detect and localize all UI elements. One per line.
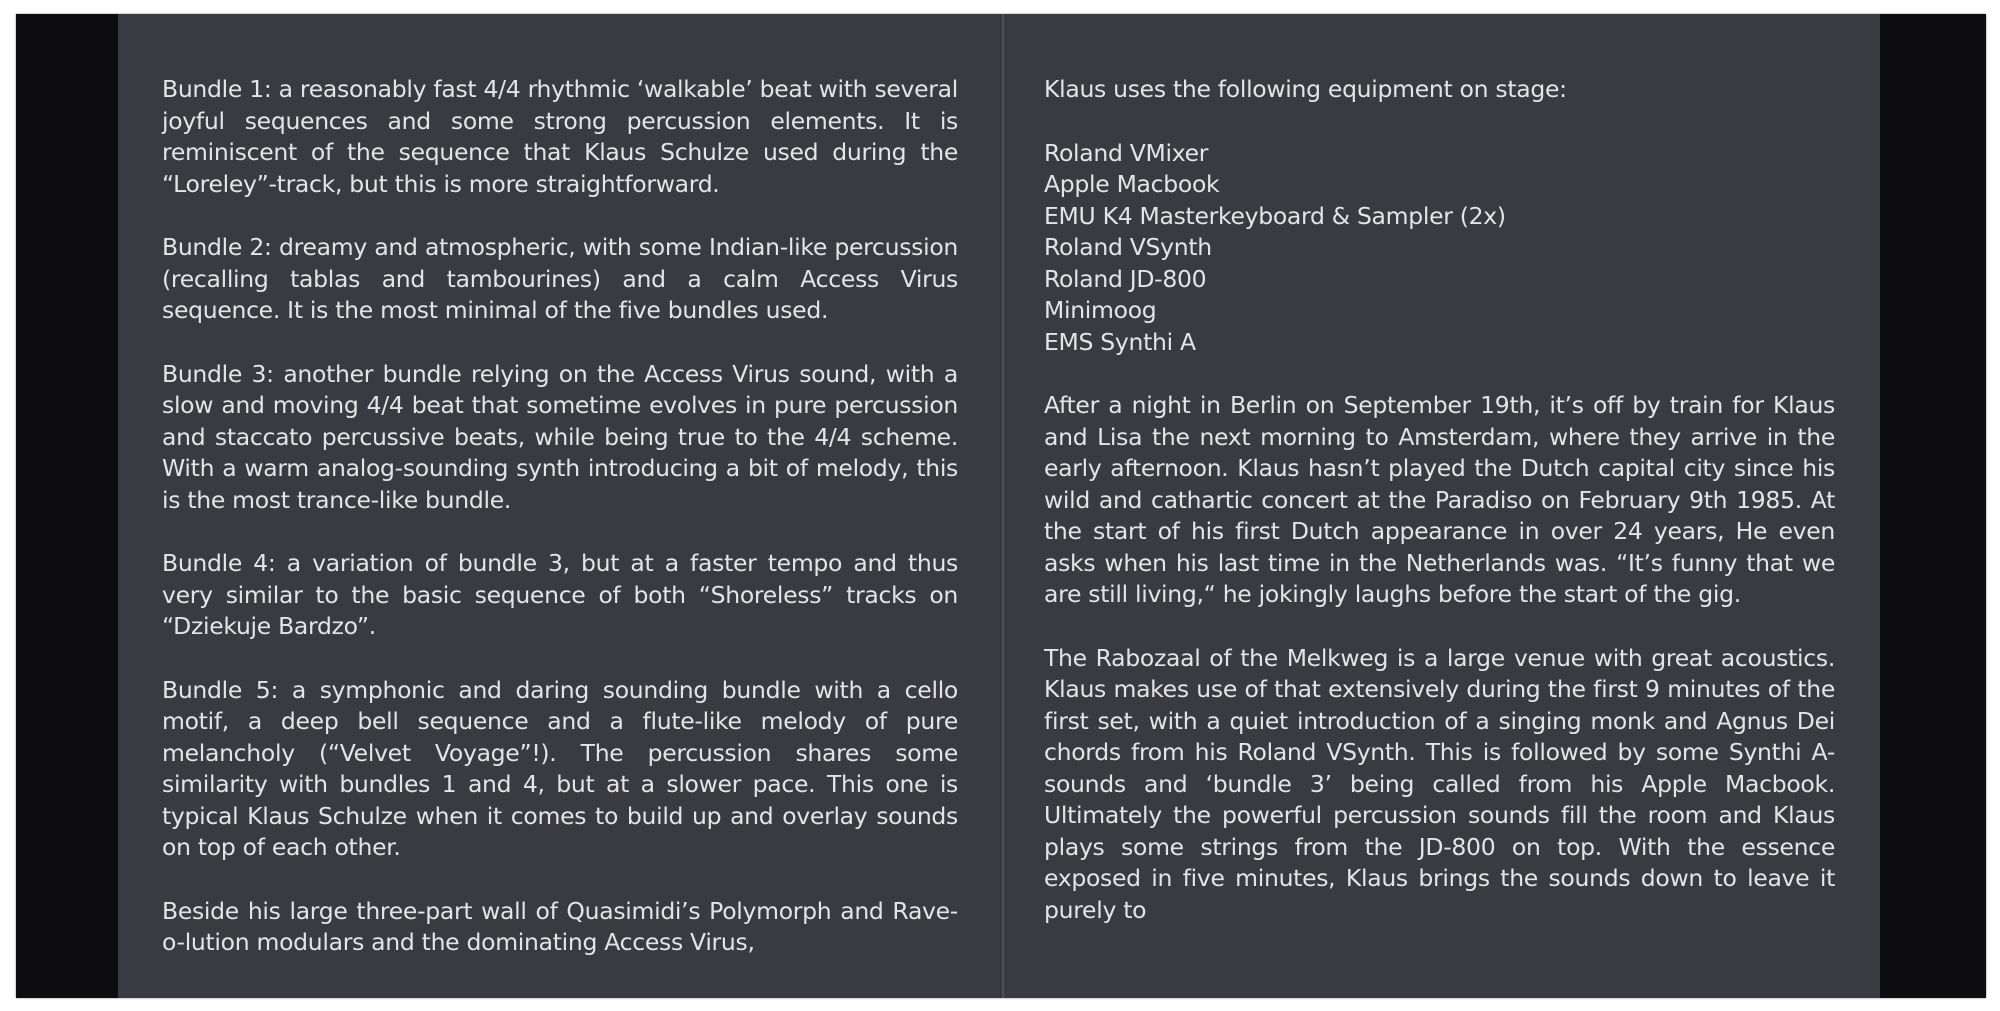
equipment-item: Apple Macbook bbox=[1044, 170, 1220, 198]
equipment-intro: Klaus uses the following equipment on stage: bbox=[1044, 75, 1567, 103]
equipment-list bbox=[1044, 138, 1835, 359]
bundle-2-paragraph: Bundle 2: dreamy and atmospheric, with some Indian-like percussion (recalling tablas and tambourines) and a calm Access Virus sequence. It is the most minimal of the five bundles used. bbox=[162, 233, 958, 324]
equipment-item: Minimoog bbox=[1044, 296, 1157, 324]
left-page bbox=[118, 14, 1002, 998]
bundle-4-paragraph: Bundle 4: a variation of bundle 3, but at a faster tempo and thus very similar to the basic sequence of both “Shoreless” tracks on “Dziekuje Bardzo”. bbox=[162, 549, 958, 640]
amsterdam-paragraph: After a night in Berlin on September 19th, it’s off by train for Klaus and Lisa the next morning to Amsterdam, where they arrive in the early afternoon. Klaus hasn’t played the Dutch capital city since his wild and cathartic concert at the Paradiso on February 9th 1985. At the start of his first Dutch appearance in over 24 years, He even asks when his last time in the Netherlands was. “It’s funny that we are still living,“ he jokingly laughs before the start of the gig. bbox=[1044, 391, 1835, 608]
equipment-item: Roland JD-800 bbox=[1044, 264, 1207, 293]
equipment-item: EMS Synthi A bbox=[1044, 327, 1196, 356]
bundle-1-paragraph: Bundle 1: a reasonably fast 4/4 rhythmic ‘walkable’ beat with several joyful sequences and some strong percussion elements. It is reminiscent of the sequence that Klaus Schulze used during the “Loreley”-track, but this is more straightforward. bbox=[162, 75, 958, 198]
equipment-item: Roland VSynth bbox=[1044, 233, 1212, 261]
melkweg-paragraph: The Rabozaal of the Melkweg is a large venue with great acoustics. Klaus makes use of that extensively during the first 9 minutes of the first set, with a quiet introduction of a singing monk and Agnus Dei chords from his Roland VSynth. This is followed by some Synthi A-sounds and ‘bundle 3’ being called from his Apple Macbook. Ultimately the powerful percussion sounds fill the room and Klaus plays some strings from the JD-800 on top. With the essence exposed in five minutes, Klaus brings the sounds down to leave it purely to bbox=[1044, 643, 1835, 924]
bundle-3-paragraph: Bundle 3: another bundle relying on the Access Virus sound, with a slow and moving 4/4 beat that sometime evolves in pure percussion and staccato percussive beats, while being true to the 4/4 scheme. With a warm analog-sounding synth introducing a bit of melody, this is the most trance-like bundle. bbox=[162, 359, 958, 514]
bundle-5-paragraph: Bundle 5: a symphonic and daring sounding bundle with a cello motif, a deep bell sequence and a flute-like melody of pure melancholy (“Velvet Voyage”!). The percussion shares some similarity with bundles 1 and 4, but at a slower pace. This one is typical Klaus Schulze when it comes to build up and overlay sounds on top of each other. bbox=[162, 675, 958, 861]
equipment-item: EMU K4 Masterkeyboard & Sampler (2x) bbox=[1044, 201, 1506, 230]
modulars-paragraph: Beside his large three-part wall of Quasimidi’s Polymorph and Rave-o-lution modulars and the dominating Access Virus, bbox=[162, 896, 958, 956]
right-page bbox=[1004, 14, 1880, 998]
booklet-spread bbox=[16, 14, 1986, 998]
equipment-item: Roland VMixer bbox=[1044, 138, 1209, 167]
